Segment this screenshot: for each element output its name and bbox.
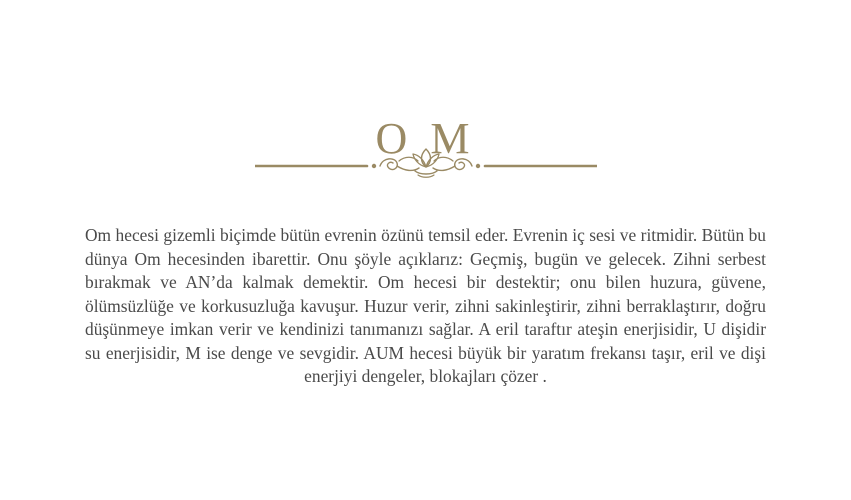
om-description-paragraph: Om hecesi gizemli biçimde bütün evrenin özünü temsil eder. Evrenin iç sesi ve ritmidir. Bütün bu dünya Om hecesinden ibarettir. Onu şöyle açıklarız: Geçmiş, bugün ve gelecek. Zihni serbest bırakmak ve AN’da kalmak demektir. Om hecesi bir destektir; onu bilen huzura, güvene, ölümsüzlüğe ve korkusuzluğa kavuşur. Huzur verir, zihni sakinleştirir, zihni berraklaştırır, doğru düşünmeye imkan verir ve kendinizi tanımanızı sağlar. A eril taraftır ateşin enerjisidir, U dişidir su enerjisidir, M ise denge ve sevgidir. AUM hecesi büyük bir yaratım frekansı taşır, eril ve dişi enerjiyi dengeler, blokajları çözer . (85, 225, 766, 387)
ornamental-divider-icon (255, 145, 597, 183)
page-title: O M (375, 114, 476, 164)
